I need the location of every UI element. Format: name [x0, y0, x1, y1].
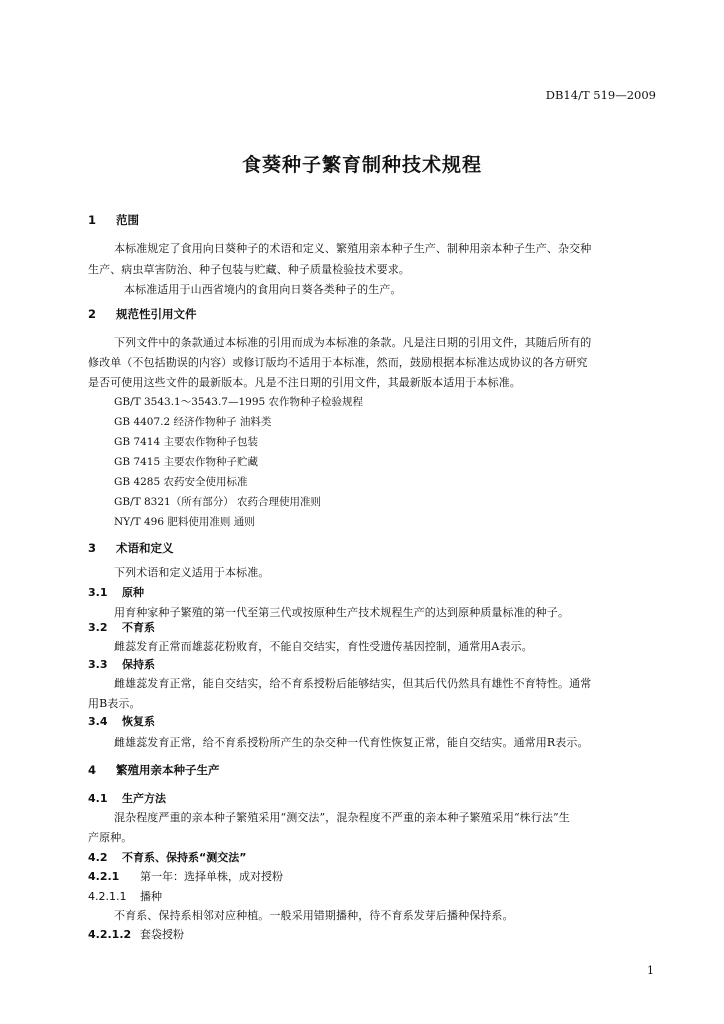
clause-title: 套袋授粉 — [140, 928, 184, 941]
reference-item: GB/T 8321（所有部分） 农药合理使用准则 — [114, 496, 322, 508]
reference-item: NY/T 496 肥料使用准则 通则 — [114, 516, 255, 528]
term-definition: 用B表示。 — [88, 697, 141, 710]
paragraph: 不育系、保持系相邻对应种植。一般采用错期播种，待不育系发芽后播种保持系。 — [114, 909, 514, 922]
section-title: 繁殖用亲本种子生产 — [116, 763, 220, 777]
term-heading — [88, 584, 144, 600]
paragraph: 下列文件中的条款通过本标准的引用而成为本标准的条款。凡是注日期的引用文件，其随后所有的 — [114, 336, 592, 349]
term-number: 3.4 — [88, 715, 108, 728]
clause-number: 4.2.1.2 — [88, 928, 132, 941]
section-title: 范围 — [116, 213, 139, 227]
subsection-number: 4.2 — [88, 851, 108, 864]
subsection-number: 4.1 — [88, 792, 108, 805]
term-heading — [88, 656, 155, 672]
clause-number: 4.2.1 — [88, 870, 120, 883]
reference-item: GB 7414 主要农作物种子包装 — [114, 436, 259, 448]
section-2-heading — [88, 306, 197, 322]
paragraph: 本标准适用于山西省境内的食用向日葵各类种子的生产。 — [124, 283, 402, 296]
section-3-heading — [88, 540, 174, 556]
paragraph: 本标准规定了食用向日葵种子的术语和定义、繁殖用亲本种子生产、制种用亲本种子生产、杂交种 — [114, 242, 592, 255]
subsection-title: 生产方法 — [122, 792, 166, 805]
document-title: 食葵种子繁育制种技术规程 — [241, 154, 482, 176]
page-number: 1 — [647, 964, 654, 977]
clause-heading — [88, 888, 162, 904]
section-title: 规范性引用文件 — [116, 307, 197, 321]
term-number: 3.3 — [88, 658, 108, 671]
reference-item: GB 4407.2 经济作物种子 油料类 — [114, 416, 272, 428]
term-heading — [88, 713, 155, 729]
term-definition: 雌蕊发育正常而雄蕊花粉败育，不能自交结实，育性受遗传基因控制，通常用A表示。 — [114, 640, 533, 653]
term-definition: 雌雄蕊发育正常，能自交结实，给不育系授粉后能够结实，但其后代仍然具有雄性不育特性。通常 — [114, 677, 592, 690]
paragraph: 产原种。 — [88, 831, 133, 844]
term-definition: 用育种家种子繁殖的第一代至第三代或按原种生产技术规程生产的达到原种质量标准的种子。 — [114, 606, 570, 619]
reference-item: GB 7415 主要农作物种子贮藏 — [114, 456, 259, 468]
clause-number: 4.2.1.1 — [88, 890, 127, 903]
paragraph: 生产、病虫草害防治、种子包装与贮藏、种子质量检验技术要求。 — [88, 263, 410, 276]
term-number: 3.2 — [88, 621, 108, 634]
term-title: 保持系 — [122, 658, 155, 671]
paragraph: 修改单（不包括勘误的内容）或修订版均不适用于本标准，然而，鼓励根据本标准达成协议的各方研究 — [88, 356, 588, 369]
subsection-title: 不育系、保持系“测交法” — [122, 851, 247, 864]
term-heading — [88, 619, 155, 635]
term-title: 恢复系 — [122, 715, 155, 728]
subsection-heading — [88, 790, 166, 806]
section-title: 术语和定义 — [116, 541, 174, 555]
term-definition: 雌雄蕊发育正常，给不育系授粉所产生的杂交种一代育性恢复正常，能自交结实。通常用R表示。 — [114, 736, 589, 749]
clause-heading — [88, 926, 184, 942]
document-number: DB14/T 519—2009 — [545, 88, 656, 102]
clause-title: 第一年：选择单株，成对授粉 — [140, 870, 283, 883]
term-number: 3.1 — [88, 586, 108, 599]
term-title: 原种 — [122, 586, 144, 599]
term-title: 不育系 — [122, 621, 155, 634]
section-number: 1 — [88, 213, 97, 227]
section-1-heading — [88, 212, 139, 228]
reference-item: GB/T 3543.1～3543.7—1995 农作物种子检验规程 — [114, 396, 364, 408]
paragraph: 下列术语和定义适用于本标准。 — [114, 566, 270, 579]
section-number: 4 — [88, 763, 97, 777]
section-number: 2 — [88, 307, 97, 321]
paragraph: 混杂程度严重的亲本种子繁殖采用“测交法”，混杂程度不严重的亲本种子繁殖采用“株行法”生 — [114, 811, 570, 824]
section-number: 3 — [88, 541, 97, 555]
subsection-heading — [88, 849, 246, 865]
paragraph: 是否可使用这些文件的最新版本。凡是不注日期的引用文件，其最新版本适用于本标准。 — [88, 376, 521, 389]
clause-heading — [88, 868, 283, 884]
clause-title: 播种 — [140, 890, 162, 903]
reference-item: GB 4285 农药安全使用标准 — [114, 476, 248, 488]
section-4-heading — [88, 762, 220, 778]
